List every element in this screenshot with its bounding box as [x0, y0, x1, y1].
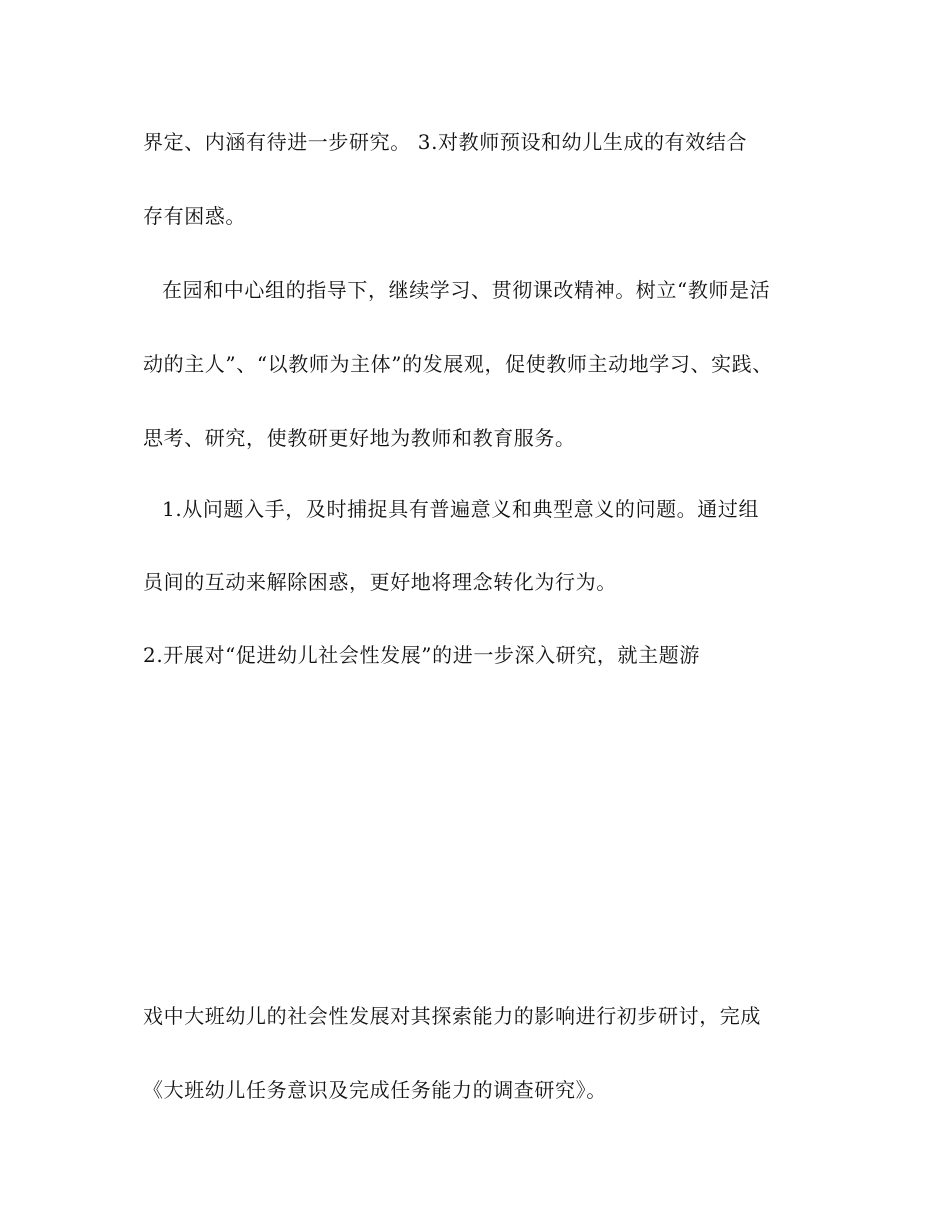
text-line: 在园和中心组的指导下，继续学习、贯彻课改精神。树立“教师是活 — [162, 278, 771, 302]
text-line: 界定、内涵有待进一步研究。 3.对教师预设和幼儿生成的有效结合 — [143, 130, 748, 154]
text-line: 2.开展对“促进幼儿社会性发展”的进一步深入研究，就主题游 — [143, 643, 700, 667]
text-line: 1.从问题入手，及时捕捉具有普遍意义和典型意义的问题。通过组 — [162, 497, 760, 521]
text-line: 存有困惑。 — [143, 204, 246, 228]
text-line: 思考、研究，使教研更好地为教师和教育服务。 — [143, 426, 576, 450]
text-line: 员间的互动来解除困惑，更好地将理念转化为行为。 — [143, 570, 617, 594]
text-line: 戏中大班幼儿的社会性发展对其探索能力的影响进行初步研讨，完成 — [143, 1004, 761, 1028]
text-line: 《大班幼儿任务意识及完成任务能力的调查研究》。 — [143, 1078, 607, 1102]
text-line: 动的主人”、“以教师为主体”的发展观，促使教师主动地学习、实践、 — [143, 352, 773, 376]
